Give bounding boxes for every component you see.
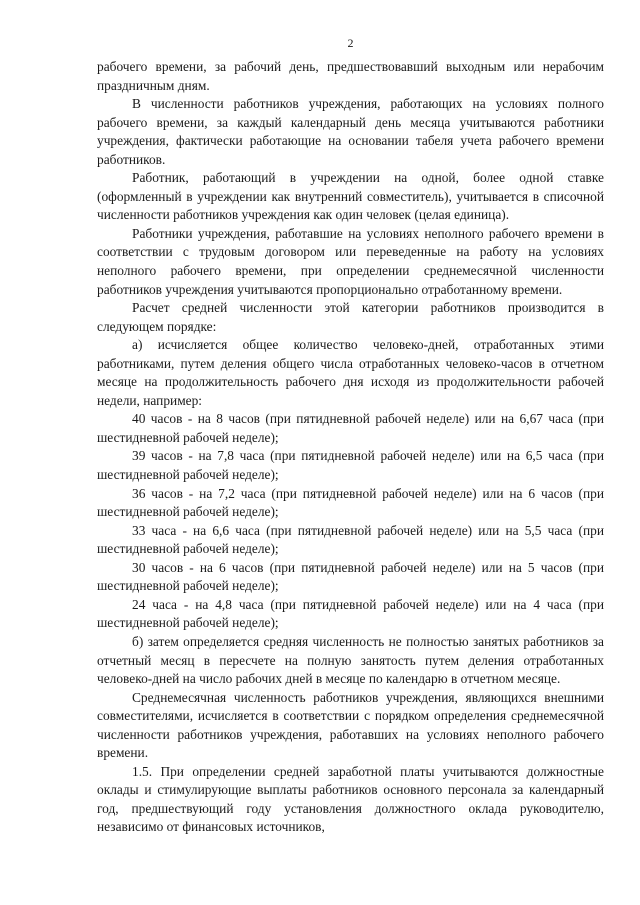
paragraph: 33 часа - на 6,6 часа (при пятидневной рабочей неделе) или на 5,5 часа (при шестидневной рабочей неделе); (97, 522, 604, 557)
paragraph: Работник, работающий в учреждении на одной, более одной ставке (оформленный в учреждении как внутренний совместитель), учитывается в списочной численности работников учреждения как один человек (целая единица). (97, 170, 604, 223)
paragraph: 36 часов - на 7,2 часа (при пятидневной рабочей неделе) или на 6 часов (при шестидневной рабочей неделе); (97, 485, 604, 520)
paragraph: 40 часов - на 8 часов (при пятидневной рабочей неделе) или на 6,67 часа (при шестидневной рабочей неделе); (97, 411, 604, 445)
paragraph: Среднемесячная численность работников учреждения, являющихся внешними совместителями, исчисляется в соответствии с порядком определения среднемесячной численности работников учреждения, работавших на условиях неполного рабочего времени. (97, 689, 604, 761)
page-number: 2 (347, 36, 354, 50)
document-body (97, 58, 604, 837)
paragraph: 24 часа - на 4,8 часа (при пятидневной рабочей неделе) или на 4 часа (при шестидневной рабочей неделе); (97, 596, 604, 631)
paragraph: а) исчисляется общее количество человеко-дней, отработанных этими работниками, путем деления общего числа отработанных человеко-часов в отчетном месяце на продолжительность рабочего дня исходя из продолжительности рабочей недели, например: (97, 337, 604, 408)
paragraph: рабочего времени, за рабочий день, предшествовавший выходным или нерабочим праздничным дням. (97, 59, 604, 93)
paragraph: 30 часов - на 6 часов (при пятидневной рабочей неделе) или на 5 часов (при шестидневной рабочей неделе); (97, 559, 604, 594)
paragraph: 1.5. При определении средней заработной платы учитываются должностные оклады и стимулирующие выплаты работников основного персонала за календарный год, предшествующий году установления должностного оклада руководителю, независимо от финансовых источников, (97, 763, 604, 835)
paragraph: В численности работников учреждения, работающих на условиях полного рабочего времени, за каждый календарный день месяца учитываются работники учреждения, фактически работающие на основании табеля учета рабочего времени работников. (97, 96, 604, 167)
paragraph: Работники учреждения, работавшие на условиях неполного рабочего времени в соответствии с трудовым договором или переведенные на работу на условиях неполного рабочего времени, при определении среднемесячной численности работников учреждения учитываются пропорционально отработанному времени. (97, 225, 604, 297)
paragraph: Расчет средней численности этой категории работников производится в следующем порядке: (97, 300, 604, 334)
paragraph: б) затем определяется средняя численность не полностью занятых работников за отчетный месяц в пересчете на полную занятость путем деления отработанных человеко-дней на число рабочих дней в месяце по календарю в отчетном месяце. (97, 633, 604, 687)
paragraph: 39 часов - на 7,8 часа (при пятидневной рабочей неделе) или на 6,5 часа (при шестидневной рабочей неделе); (97, 448, 604, 483)
